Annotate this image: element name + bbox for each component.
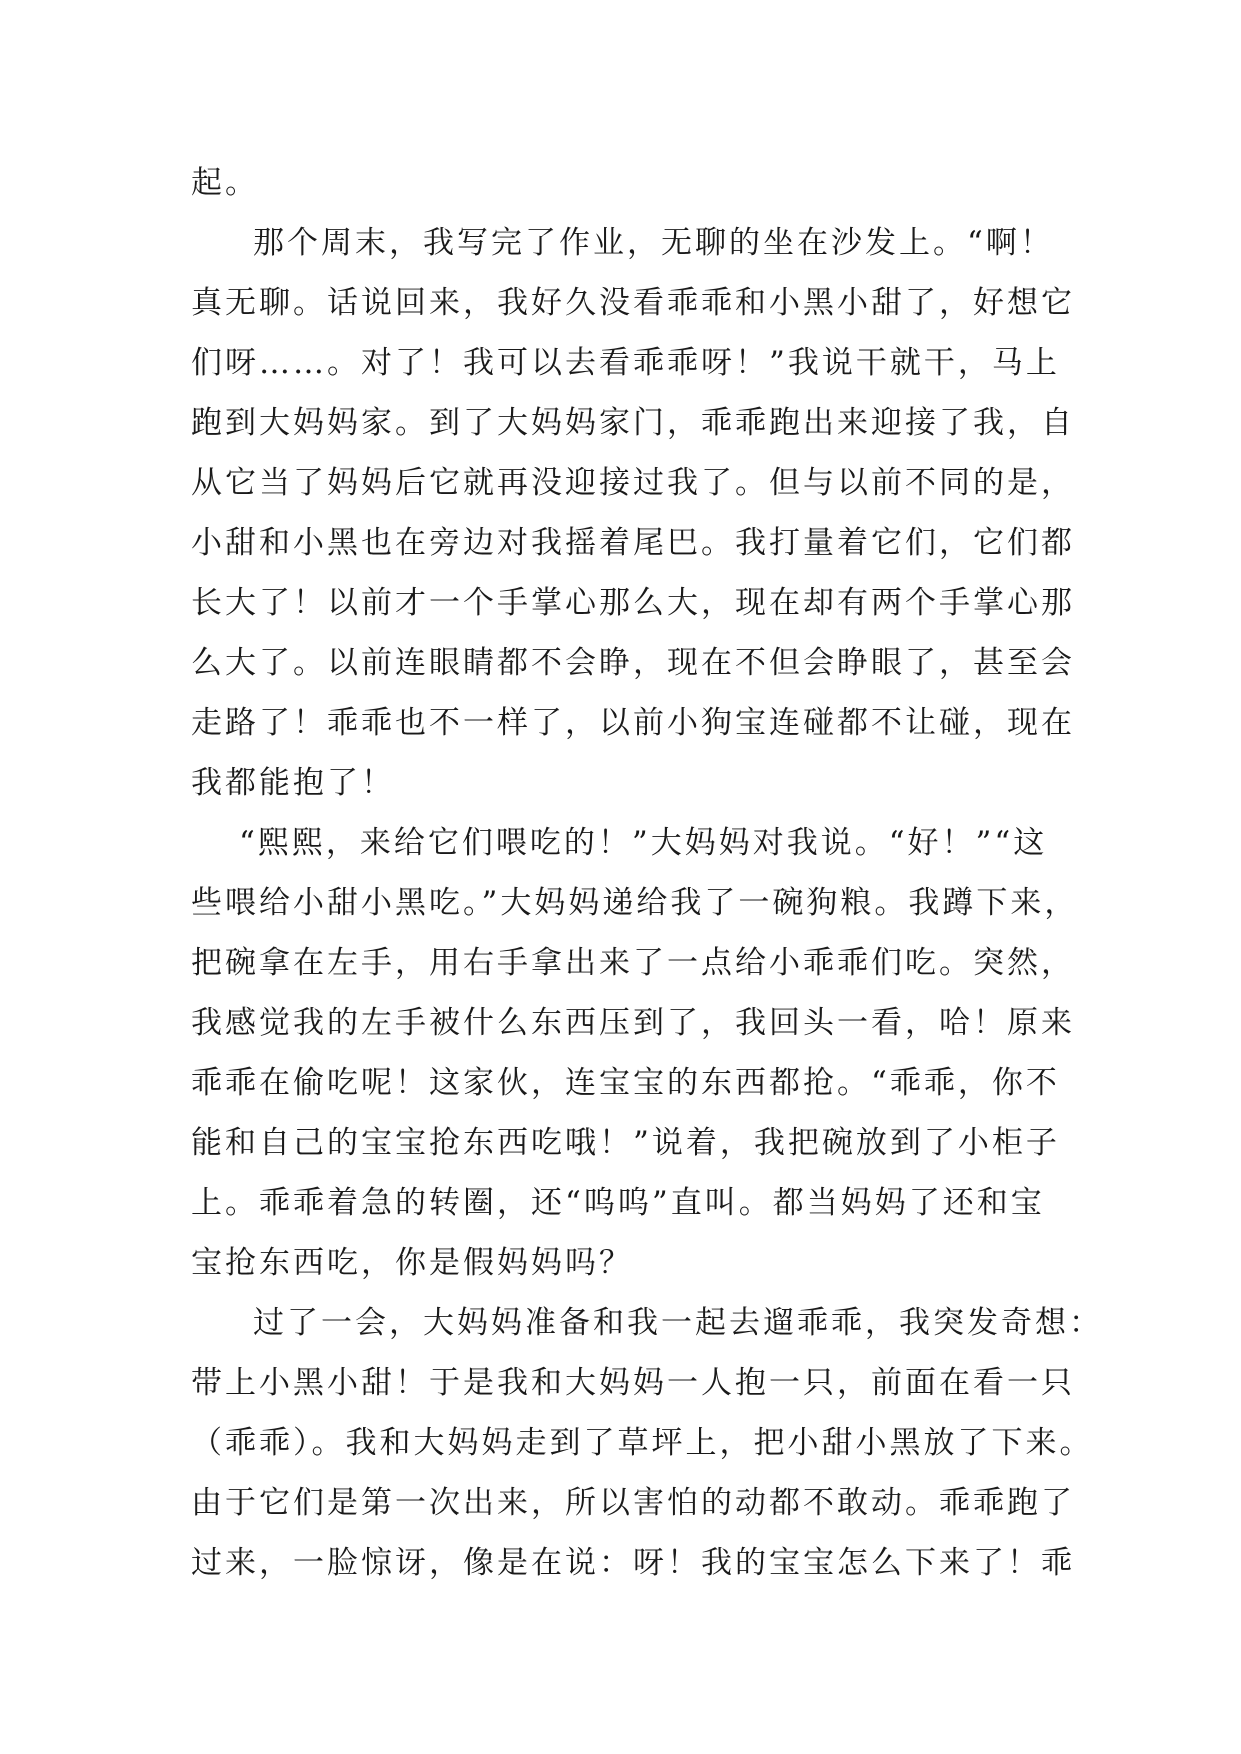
text-line: 跑到大妈妈家。到了大妈妈家门，乖乖跑出来迎接了我，自 xyxy=(191,405,1075,441)
text-line: 们呀……。对了！我可以去看乖乖呀！”我说干就干，马上 xyxy=(191,345,1060,381)
text-line: 上。乖乖着急的转圈，还“呜呜”直叫。都当妈妈了还和宝 xyxy=(191,1185,1045,1221)
text-line: 么大了。以前连眼睛都不会睁，现在不但会睁眼了，甚至会 xyxy=(191,645,1075,681)
text-line: 由于它们是第一次出来，所以害怕的动都不敢动。乖乖跑了 xyxy=(191,1485,1075,1521)
paragraph-start-line: 过了一会，大妈妈准备和我一起去遛乖乖，我突发奇想： xyxy=(253,1305,1103,1341)
paragraph-start-line: 那个周末，我写完了作业，无聊的坐在沙发上。“啊！ xyxy=(253,225,1054,261)
document-body xyxy=(191,153,1103,1593)
text-line: （乖乖）。我和大妈妈走到了草坪上，把小甜小黑放了下来。 xyxy=(191,1425,1094,1461)
text-line: 真无聊。话说回来，我好久没看乖乖和小黑小甜了，好想它 xyxy=(191,285,1075,321)
text-line: 我感觉我的左手被什么东西压到了，我回头一看，哈！原来 xyxy=(191,1005,1075,1041)
text-line: 长大了！以前才一个手掌心那么大，现在却有两个手掌心那 xyxy=(191,585,1075,621)
text-line: 乖乖在偷吃呢！这家伙，连宝宝的东西都抢。“乖乖，你不 xyxy=(191,1065,1060,1101)
text-line: 小甜和小黑也在旁边对我摇着尾巴。我打量着它们，它们都 xyxy=(191,525,1075,561)
paragraph-start-line: “熙熙，来给它们喂吃的！”大妈妈对我说。“好！”“这 xyxy=(239,825,1048,861)
text-line: 把碗拿在左手，用右手拿出来了一点给小乖乖们吃。突然， xyxy=(191,945,1075,981)
text-line: 从它当了妈妈后它就再没迎接过我了。但与以前不同的是， xyxy=(191,465,1075,501)
text-line: 宝抢东西吃，你是假妈妈吗？ xyxy=(191,1245,633,1281)
text-line: 我都能抱了！ xyxy=(191,765,395,801)
text-line: 带上小黑小甜！于是我和大妈妈一人抱一只，前面在看一只 xyxy=(191,1365,1075,1401)
text-line: 过来，一脸惊讶，像是在说：呀！我的宝宝怎么下来了！乖 xyxy=(191,1545,1075,1581)
text-line: 走路了！乖乖也不一样了，以前小狗宝连碰都不让碰，现在 xyxy=(191,705,1075,741)
text-line: 能和自己的宝宝抢东西吃哦！”说着，我把碗放到了小柜子 xyxy=(191,1125,1060,1161)
text-line: 些喂给小甜小黑吃。”大妈妈递给我了一碗狗粮。我蹲下来， xyxy=(191,885,1079,921)
text-line: 起。 xyxy=(191,165,259,201)
